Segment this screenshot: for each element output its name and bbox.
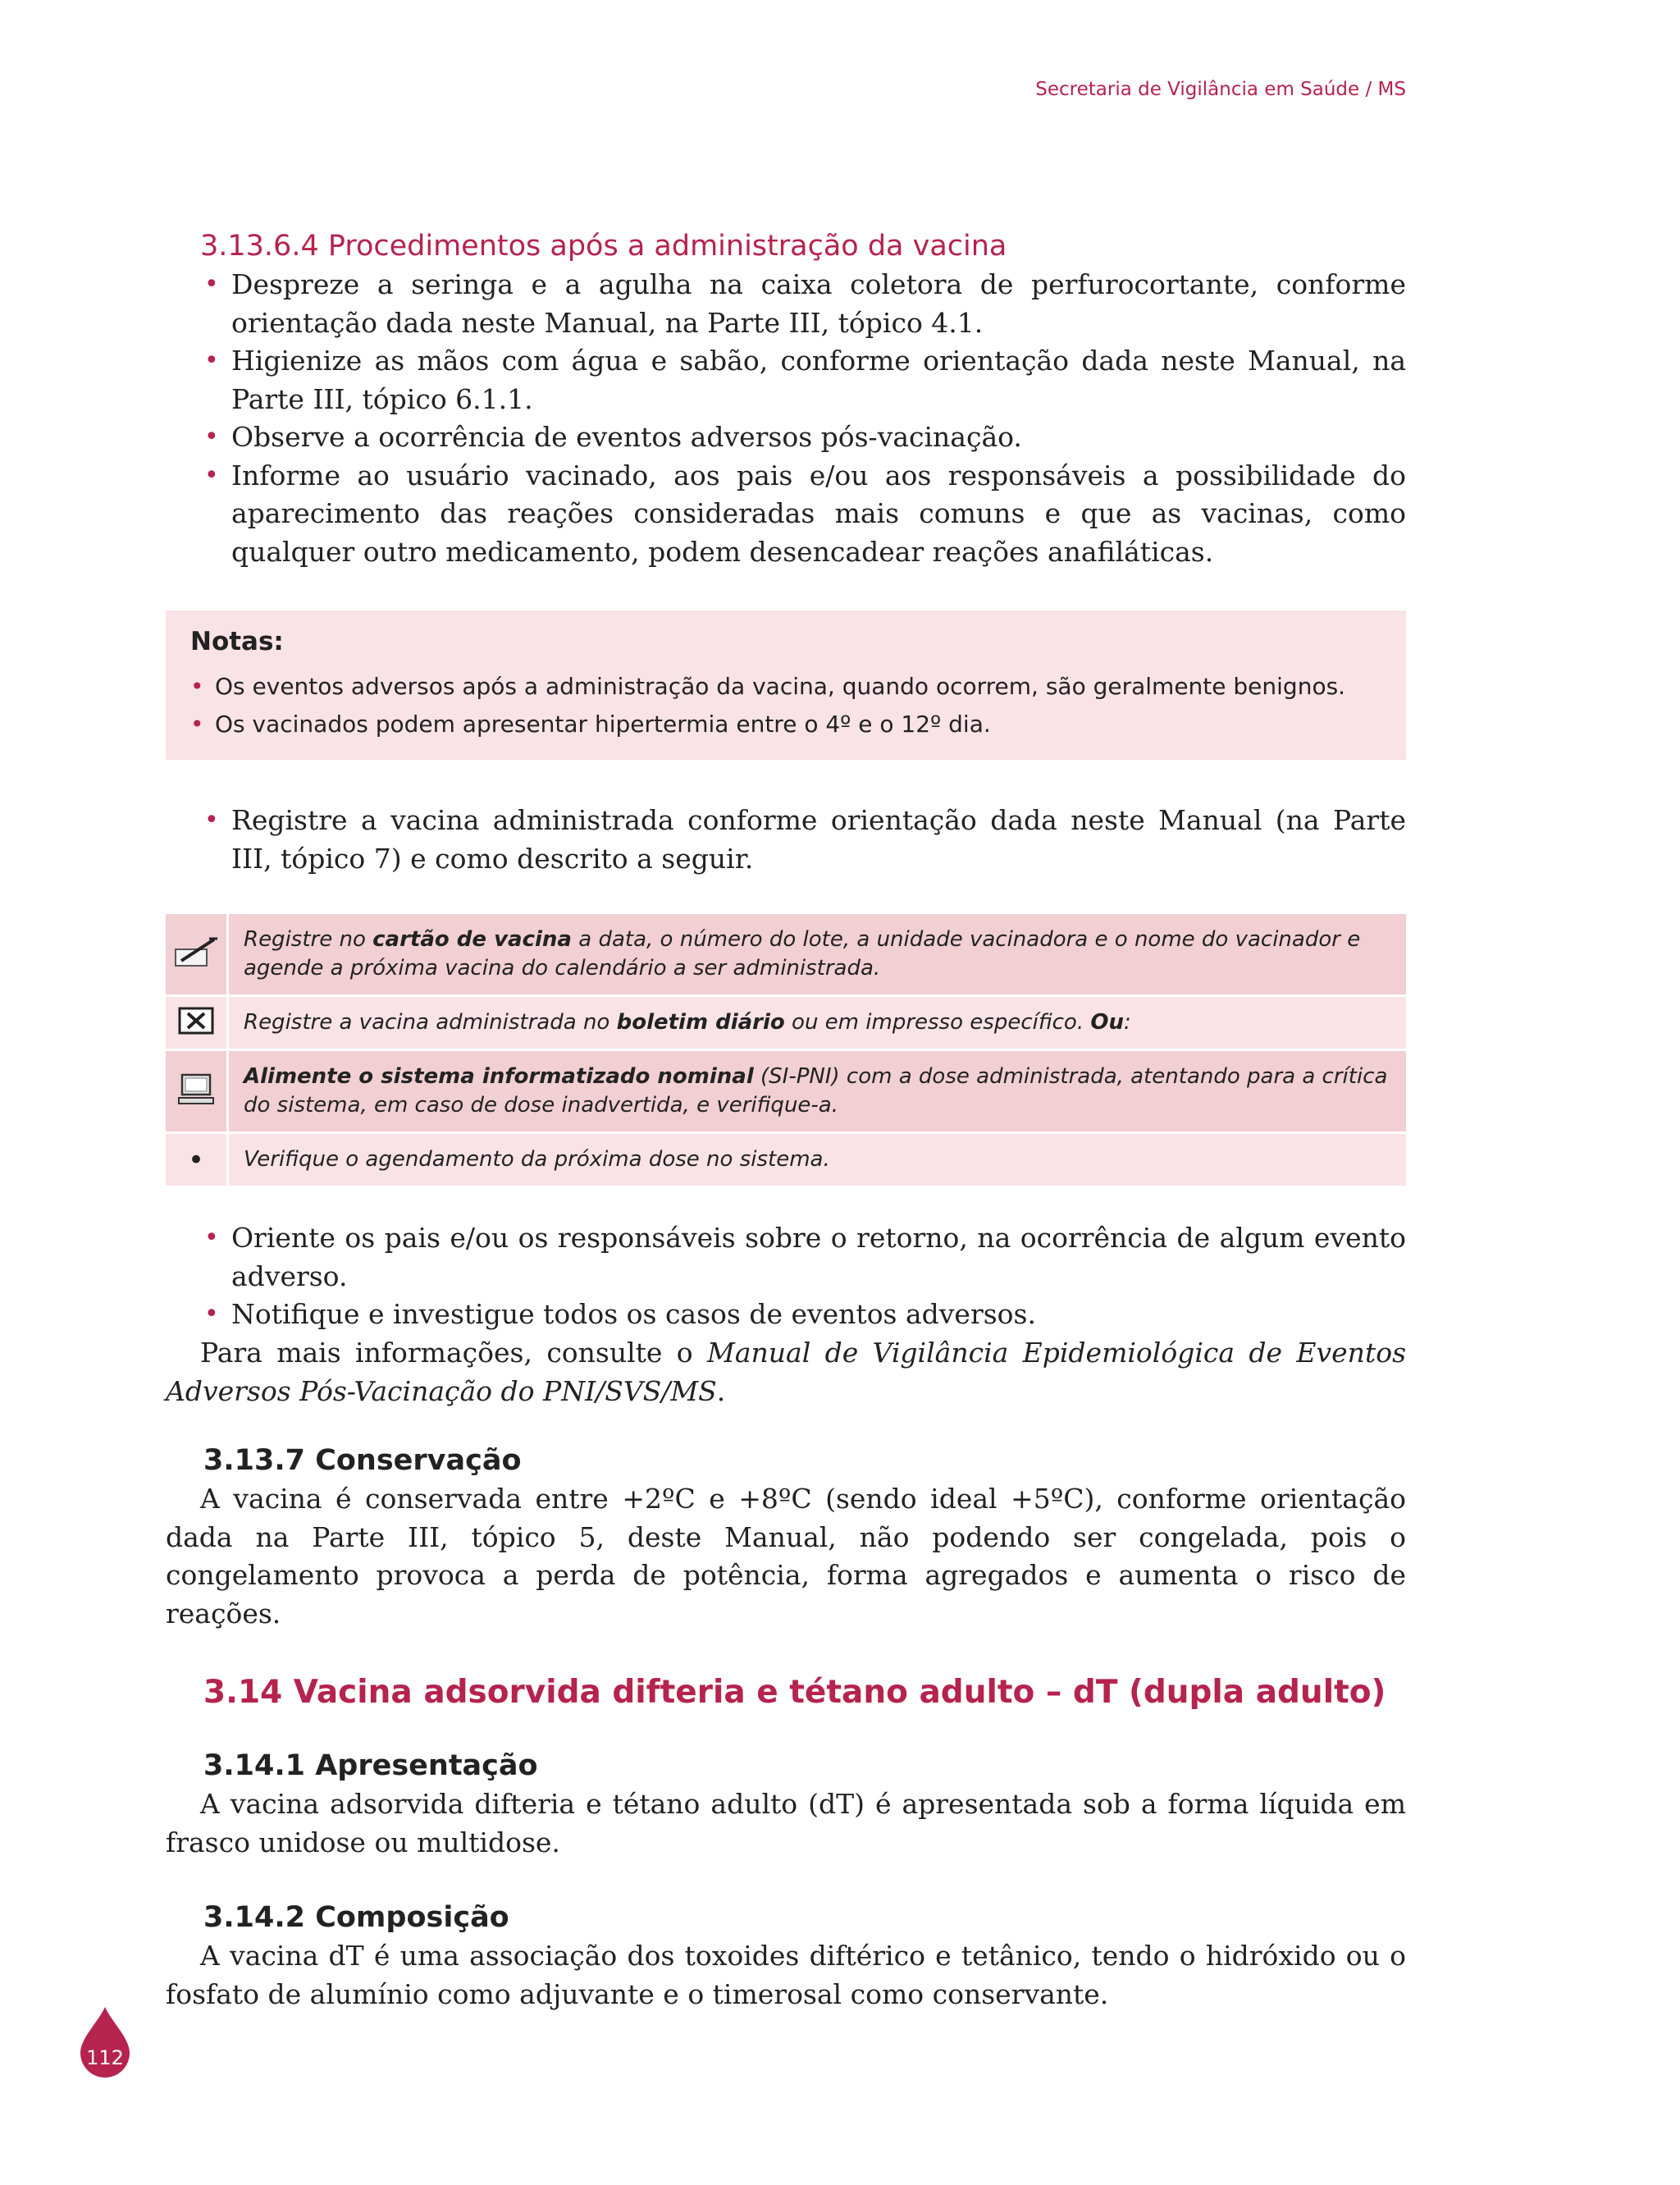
instruction-text: Verifique o agendamento da próxima dose no sistema.: [244, 1147, 830, 1172]
more-info-paragraph: [166, 1334, 1406, 1410]
section-3-13-6-4: [166, 226, 1406, 571]
table-row: [166, 914, 1406, 996]
section-3-14-2: [166, 1898, 1406, 2014]
section-paragraph: A vacina é conservada entre +2ºC e +8ºC (sendo ideal +5ºC), conforme orientação dada na Parte III, tópico 5, deste Manual, não podendo ser congelada, pois o congelamento provoca a perda de potência, forma agregados e aumenta o risco de reações.: [166, 1483, 1406, 1630]
list-item-text: Notifique e investigue todos os casos de eventos adversos.: [231, 1298, 1036, 1330]
instructions-wrapper: [166, 914, 1406, 1188]
running-head: Secretaria de Vigilância em Saúde / MS: [1035, 79, 1406, 100]
bullet-icon: •: [187, 1143, 205, 1177]
bullet-icon: •: [204, 1223, 219, 1252]
section-paragraph: A vacina dT é uma associação dos toxoides diftérico e tetânico, tendo o hidróxido ou o fosfato de alumínio como adjuvante e o timerosal como conservante.: [166, 1940, 1406, 2010]
instruction-emphasis: Alimente o sistema informatizado nominal: [244, 1064, 754, 1089]
list-item-text: Despreze a seringa e a agulha na caixa coletora de perfurocortante, conforme orientação dada neste Manual, na Parte III, tópico 4.1.: [231, 268, 1406, 339]
list-item: [166, 266, 1406, 342]
instruction-emphasis: Ou: [1090, 1010, 1124, 1035]
bullet-icon: •: [190, 711, 204, 738]
section-paragraph: A vacina adsorvida difteria e tétano adulto (dT) é apresentada sob a forma líquida em frasco unidose ou multidose.: [166, 1788, 1406, 1858]
page-number: 112: [86, 2046, 124, 2069]
list-item-text: Registre a vacina administrada conforme orientação dada neste Manual (na Parte III, tópico 7) e como descrito a seguir.: [231, 804, 1406, 875]
list-item: [166, 457, 1406, 572]
register-section: [166, 802, 1406, 878]
bullet-icon: •: [204, 346, 219, 375]
table-row: [166, 996, 1406, 1050]
list-item: [166, 1219, 1406, 1296]
register-list: [166, 802, 1406, 878]
list-item: [166, 418, 1406, 457]
more-info: [166, 1334, 1406, 1410]
notes-list: [190, 668, 1381, 743]
instructions-table: [166, 914, 1406, 1188]
section-title: 3.13.7 Conservação: [203, 1444, 522, 1477]
notes-title: Notas:: [190, 627, 284, 656]
section-3-14: [166, 1671, 1406, 1715]
notes-box-wrapper: [166, 610, 1406, 760]
note-text: Os eventos adversos após a administração da vacina, quando ocorrem, são geralmente benignos.: [215, 673, 1346, 700]
instruction-text: (SI-PNI) com a dose administrada, atentando para a crítica do sistema, em caso de dose inadvertida, e verifique-a.: [244, 1064, 1388, 1118]
bullet-icon: •: [204, 1300, 219, 1328]
instruction-text: :: [1124, 1010, 1131, 1035]
procedure-list: [166, 266, 1406, 571]
table-row: [166, 1133, 1406, 1187]
bullet-icon: •: [204, 270, 219, 299]
section-title: 3.14.2 Composição: [203, 1901, 509, 1934]
pen-card-icon: [173, 936, 219, 969]
bullet-icon: •: [204, 423, 219, 451]
followup-list: [166, 1219, 1406, 1334]
instruction-emphasis: cartão de vacina: [372, 927, 572, 952]
instruction-emphasis: boletim diário: [616, 1010, 785, 1035]
computer-icon: [177, 1073, 215, 1106]
note-item: [190, 668, 1381, 706]
section-3-13-7: [166, 1441, 1406, 1633]
instruction-text: Registre a vacina administrada no: [244, 1010, 617, 1035]
instruction-text: ou em impresso específico.: [784, 1010, 1091, 1035]
bullet-icon: •: [190, 673, 204, 700]
list-item-text: Oriente os pais e/ou os responsáveis sobre o retorno, na ocorrência de algum evento adverso.: [231, 1222, 1406, 1292]
list-item: [166, 802, 1406, 878]
bullet-icon: •: [204, 460, 219, 490]
followup-section: [166, 1219, 1406, 1334]
note-text: Os vacinados podem apresentar hipertermia entre o 4º e o 12º dia.: [215, 711, 991, 738]
list-item-text: Observe a ocorrência de eventos adversos pós-vacinação.: [231, 421, 1022, 453]
section-title: 3.13.6.4 Procedimentos após a administração da vacina: [200, 230, 1007, 263]
list-item: [166, 342, 1406, 418]
bullet-icon: •: [204, 806, 219, 834]
table-row: [166, 1050, 1406, 1133]
list-item-text: Informe ao usuário vacinado, aos pais e/ou aos responsáveis a possibilidade do aparecimento das reações consideradas mais comuns e que as vacinas, como qualquer outro medicamento, podem desencadear reações anafiláticas.: [231, 459, 1406, 568]
instruction-text: Registre no: [244, 927, 373, 952]
manual-reference: Manual de Vigilância Epidemiológica de Eventos Adversos Pós-Vacinação do PNI/SVS/MS: [166, 1337, 1407, 1407]
instruction-text: a data, o número do lote, a unidade vacinadora e o nome do vacinador e agende a próxima vacina do calendário a ser administrada.: [244, 927, 1361, 981]
paragraph-text: Para mais informações, consulte o: [200, 1337, 708, 1369]
section-3-14-1: [166, 1746, 1406, 1862]
section-title: 3.14.1 Apresentação: [203, 1749, 538, 1782]
chapter-title: 3.14 Vacina adsorvida difteria e tétano adulto – dT (dupla adulto): [203, 1674, 1386, 1711]
notes-box: [166, 610, 1406, 760]
list-item-text: Higienize as mãos com água e sabão, conforme orientação dada neste Manual, na Parte III, tópico 6.1.1.: [231, 345, 1406, 415]
note-item: [190, 706, 1381, 743]
list-item: [166, 1296, 1406, 1334]
checkbox-x-icon: [177, 1006, 215, 1035]
paragraph-text: .: [716, 1374, 726, 1407]
